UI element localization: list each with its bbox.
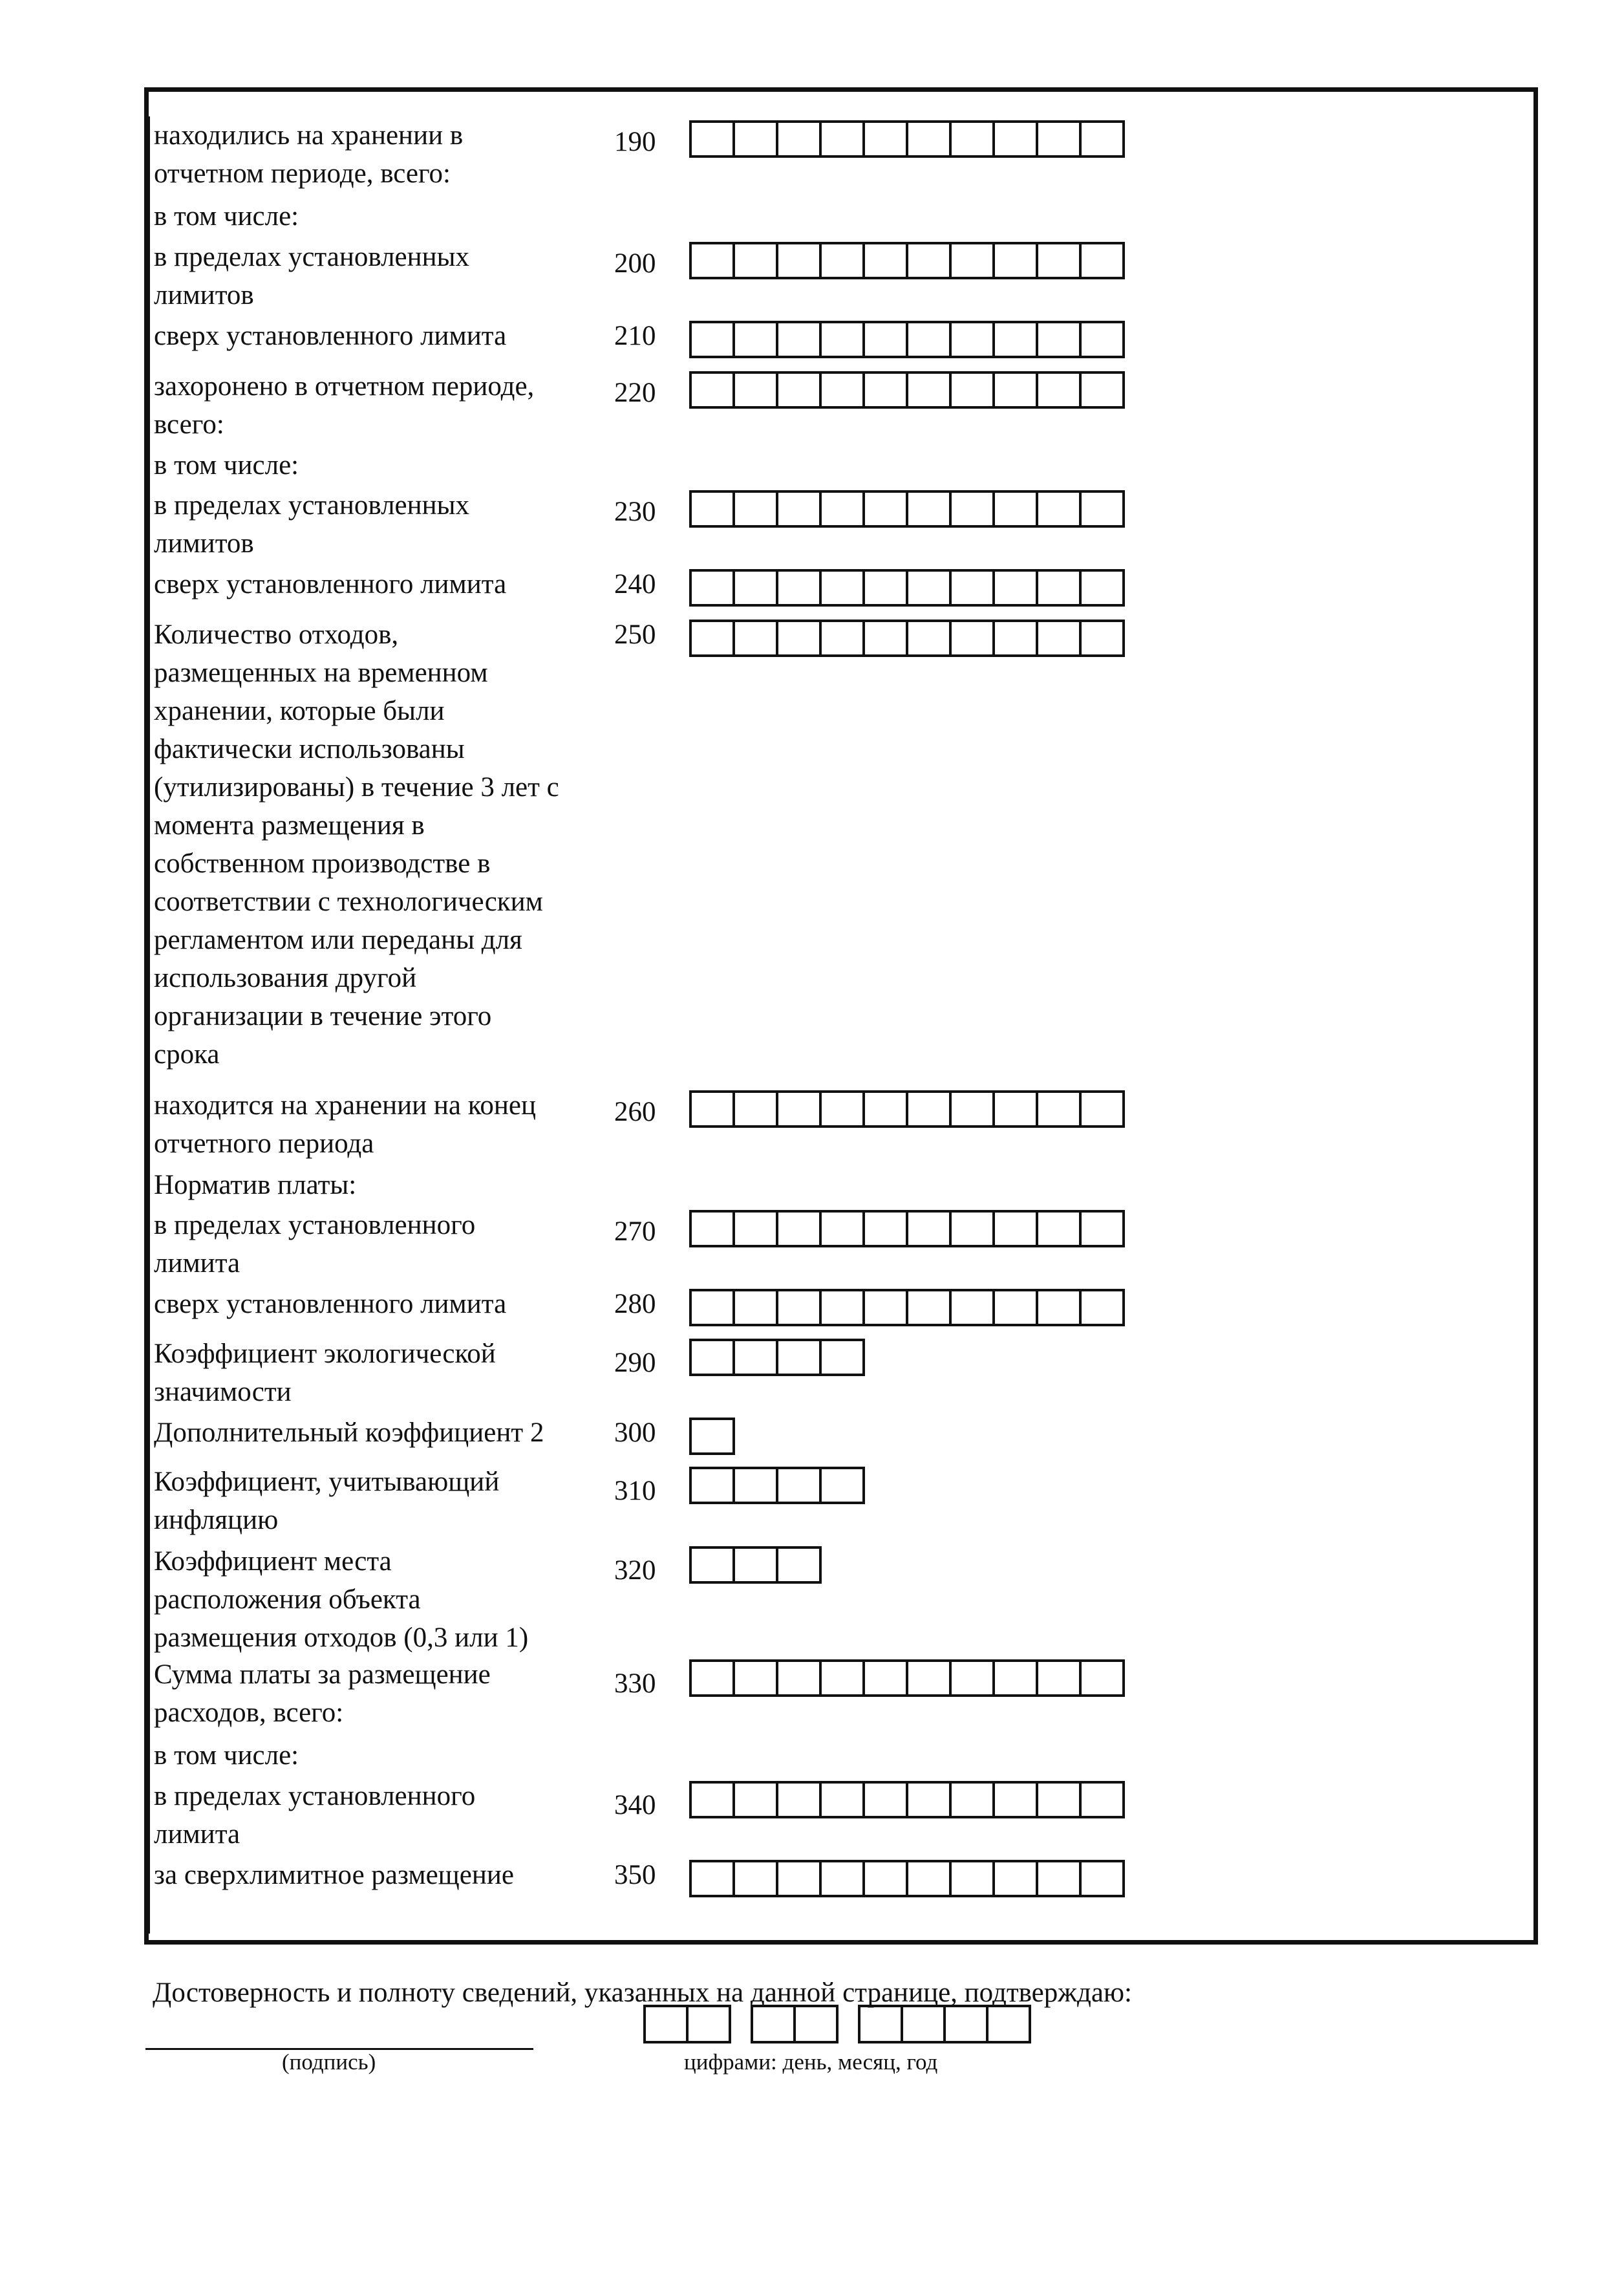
entry-cell[interactable]: [908, 1213, 952, 1245]
entry-cell[interactable]: [952, 374, 995, 406]
row-code: 260: [614, 1097, 656, 1127]
entry-cell[interactable]: [778, 1862, 822, 1895]
row-label-line: фактически использованы: [154, 734, 465, 764]
row-label-line: использования другой: [154, 963, 417, 993]
entry-cells-350[interactable]: [689, 1860, 1125, 1897]
entry-cell[interactable]: [1082, 123, 1125, 155]
entry-cell[interactable]: [735, 622, 778, 654]
entry-cell[interactable]: [692, 1213, 735, 1245]
entry-cell[interactable]: [865, 1862, 908, 1895]
row-code: 290: [614, 1348, 656, 1378]
entry-cell[interactable]: [822, 1662, 865, 1694]
entry-cell[interactable]: [778, 1662, 822, 1694]
entry-cell[interactable]: [995, 374, 1038, 406]
entry-cell[interactable]: [865, 123, 908, 155]
row-label-line: Коэффициент места: [154, 1546, 392, 1577]
entry-cell[interactable]: [995, 493, 1038, 525]
row-label-line: размещения отходов (0,3 или 1): [154, 1623, 529, 1653]
entry-cells-230[interactable]: [689, 490, 1125, 528]
entry-cell[interactable]: [1082, 1213, 1125, 1245]
entry-cell[interactable]: [692, 1291, 735, 1324]
row-code: 190: [614, 127, 656, 157]
entry-cell[interactable]: [865, 1213, 908, 1245]
entry-cell[interactable]: [908, 1862, 952, 1895]
entry-cell[interactable]: [952, 1291, 995, 1324]
entry-cell[interactable]: [1082, 374, 1125, 406]
entry-cell[interactable]: [1038, 572, 1082, 604]
entry-cell[interactable]: [995, 622, 1038, 654]
entry-cell[interactable]: [1082, 493, 1125, 525]
row-code: 210: [614, 321, 656, 351]
row-label-line: организации в течение этого: [154, 1001, 492, 1031]
row-label-line: отчетном периоде, всего:: [154, 158, 451, 189]
entry-cell[interactable]: [865, 1662, 908, 1694]
entry-cell[interactable]: [865, 323, 908, 356]
entry-cell[interactable]: [735, 1291, 778, 1324]
entry-cell[interactable]: [908, 374, 952, 406]
row-label-line: соответствии с технологическим: [154, 887, 543, 917]
entry-cells-270[interactable]: [689, 1210, 1125, 1247]
entry-cell[interactable]: [778, 572, 822, 604]
entry-cell[interactable]: [822, 622, 865, 654]
entry-cell[interactable]: [995, 1213, 1038, 1245]
entry-cell[interactable]: [692, 123, 735, 155]
row-label-line: хранении, которые были: [154, 696, 445, 726]
row-label-line: момента размещения в: [154, 810, 425, 841]
entry-cell[interactable]: [1038, 1213, 1082, 1245]
entry-cell[interactable]: [908, 1662, 952, 1694]
entry-cells-320[interactable]: [689, 1546, 822, 1584]
entry-cell[interactable]: [735, 493, 778, 525]
row-label-line: в пределах установленного: [154, 1781, 476, 1811]
date-cell[interactable]: [646, 2007, 689, 2041]
entry-cell[interactable]: [735, 1469, 778, 1502]
entry-cell[interactable]: [1038, 123, 1082, 155]
date-day-cells[interactable]: [643, 2005, 731, 2043]
row-label-line: инфляцию: [154, 1505, 279, 1535]
row-code: 200: [614, 248, 656, 279]
entry-cell[interactable]: [865, 493, 908, 525]
entry-cell[interactable]: [1038, 1093, 1082, 1125]
entry-cell[interactable]: [822, 1784, 865, 1816]
row-label-line: Количество отходов,: [154, 620, 399, 650]
entry-cell[interactable]: [952, 493, 995, 525]
entry-cell[interactable]: [952, 1662, 995, 1694]
entry-cell[interactable]: [735, 323, 778, 356]
date-year-cells[interactable]: [858, 2005, 1031, 2043]
entry-cell[interactable]: [1082, 1862, 1125, 1895]
entry-cell[interactable]: [952, 244, 995, 277]
row-label-line: в том числе:: [154, 201, 299, 232]
row-label-line: лимита: [154, 1248, 240, 1278]
entry-cell[interactable]: [692, 1784, 735, 1816]
entry-cells-290[interactable]: [689, 1339, 865, 1376]
row-code: 280: [614, 1289, 656, 1319]
entry-cell[interactable]: [778, 622, 822, 654]
date-cell[interactable]: [689, 2007, 731, 2041]
entry-cell[interactable]: [908, 1093, 952, 1125]
row-label-line: в пределах установленных: [154, 242, 470, 272]
entry-cell[interactable]: [865, 1291, 908, 1324]
entry-cell[interactable]: [778, 123, 822, 155]
entry-cell[interactable]: [995, 123, 1038, 155]
row-label-line: значимости: [154, 1377, 292, 1407]
row-label-line: лимитов: [154, 528, 254, 559]
entry-cell[interactable]: [1038, 244, 1082, 277]
entry-cell[interactable]: [1038, 622, 1082, 654]
entry-cell[interactable]: [778, 323, 822, 356]
entry-cell[interactable]: [692, 572, 735, 604]
entry-cell[interactable]: [952, 1213, 995, 1245]
entry-cell[interactable]: [822, 1213, 865, 1245]
entry-cells-220[interactable]: [689, 371, 1125, 409]
date-cell[interactable]: [796, 2007, 839, 2041]
row-label-line: размещенных на временном: [154, 658, 488, 688]
date-caption: цифрами: день, месяц, год: [684, 2049, 938, 2075]
entry-cell[interactable]: [952, 622, 995, 654]
row-label-line: собственном производстве в: [154, 848, 491, 879]
entry-cell[interactable]: [778, 1093, 822, 1125]
entry-cell[interactable]: [692, 1549, 735, 1581]
entry-cell[interactable]: [1038, 493, 1082, 525]
entry-cell[interactable]: [995, 1662, 1038, 1694]
entry-cells-190[interactable]: [689, 120, 1125, 158]
row-code: 350: [614, 1860, 656, 1890]
entry-cell[interactable]: [778, 1341, 822, 1374]
entry-cell[interactable]: [908, 244, 952, 277]
entry-cell[interactable]: [822, 1862, 865, 1895]
row-label-line: находится на хранении на конец: [154, 1090, 537, 1121]
entry-cell[interactable]: [952, 572, 995, 604]
entry-cell[interactable]: [822, 572, 865, 604]
entry-cell[interactable]: [1038, 1291, 1082, 1324]
entry-cell[interactable]: [778, 1784, 822, 1816]
row-label-line: расходов, всего:: [154, 1698, 344, 1728]
entry-cells-210[interactable]: [689, 321, 1125, 358]
entry-cell[interactable]: [908, 1784, 952, 1816]
entry-cell[interactable]: [735, 572, 778, 604]
row-label-line: Коэффициент, учитывающий: [154, 1467, 500, 1497]
row-label-line: расположения объекта: [154, 1584, 421, 1615]
entry-cell[interactable]: [1082, 323, 1125, 356]
row-label-line: отчетного периода: [154, 1128, 374, 1159]
confirmation-text: Достоверность и полноту сведений, указанных на данной странице, подтверждаю:: [153, 1978, 1132, 2008]
entry-cell[interactable]: [908, 123, 952, 155]
row-label-line: в том числе:: [154, 1740, 299, 1771]
entry-cell[interactable]: [735, 1341, 778, 1374]
entry-cell[interactable]: [995, 1862, 1038, 1895]
entry-cell[interactable]: [908, 572, 952, 604]
entry-cell[interactable]: [692, 1093, 735, 1125]
entry-cell[interactable]: [908, 1291, 952, 1324]
row-label-line: Дополнительный коэффициент 2: [154, 1418, 544, 1448]
entry-cells-200[interactable]: [689, 242, 1125, 279]
row-code: 240: [614, 569, 656, 599]
entry-cell[interactable]: [692, 1662, 735, 1694]
date-cell[interactable]: [753, 2007, 796, 2041]
entry-cell[interactable]: [995, 1291, 1038, 1324]
entry-cell[interactable]: [865, 572, 908, 604]
entry-cell[interactable]: [952, 1862, 995, 1895]
entry-cell[interactable]: [952, 323, 995, 356]
entry-cell[interactable]: [1082, 622, 1125, 654]
entry-cell[interactable]: [822, 244, 865, 277]
row-code: 230: [614, 497, 656, 527]
entry-cell[interactable]: [1038, 1784, 1082, 1816]
row-label-line: находились на хранении в: [154, 120, 464, 151]
entry-cell[interactable]: [692, 374, 735, 406]
entry-cell[interactable]: [1082, 1662, 1125, 1694]
row-label-line: в том числе:: [154, 450, 299, 480]
entry-cell[interactable]: [952, 1784, 995, 1816]
entry-cell[interactable]: [865, 374, 908, 406]
entry-cell[interactable]: [995, 572, 1038, 604]
row-code: 320: [614, 1555, 656, 1586]
entry-cell[interactable]: [1082, 1291, 1125, 1324]
entry-cell[interactable]: [822, 1093, 865, 1125]
entry-cell[interactable]: [778, 493, 822, 525]
entry-cells-340[interactable]: [689, 1781, 1125, 1818]
entry-cell[interactable]: [735, 1662, 778, 1694]
entry-cell[interactable]: [908, 493, 952, 525]
entry-cell[interactable]: [995, 1093, 1038, 1125]
row-code: 340: [614, 1790, 656, 1820]
entry-cell[interactable]: [778, 1213, 822, 1245]
row-label-line: за сверхлимитное размещение: [154, 1860, 514, 1890]
entry-cell[interactable]: [735, 374, 778, 406]
date-cell[interactable]: [903, 2007, 946, 2041]
entry-cell[interactable]: [735, 1784, 778, 1816]
entry-cell[interactable]: [778, 374, 822, 406]
row-label-line: срока: [154, 1039, 220, 1070]
entry-cell[interactable]: [692, 1469, 735, 1502]
entry-cell[interactable]: [995, 244, 1038, 277]
row-code: 270: [614, 1216, 656, 1247]
entry-cell[interactable]: [865, 622, 908, 654]
entry-cell[interactable]: [735, 244, 778, 277]
date-cell[interactable]: [860, 2007, 903, 2041]
entry-cell[interactable]: [822, 374, 865, 406]
date-cell[interactable]: [988, 2007, 1031, 2041]
entry-cell[interactable]: [1082, 1093, 1125, 1125]
entry-cell[interactable]: [995, 323, 1038, 356]
entry-cell[interactable]: [1082, 244, 1125, 277]
entry-cell[interactable]: [778, 244, 822, 277]
entry-cell[interactable]: [692, 1341, 735, 1374]
entry-cell[interactable]: [692, 1862, 735, 1895]
entry-cell[interactable]: [692, 1420, 735, 1452]
row-label-line: Норматив платы:: [154, 1170, 357, 1200]
entry-cell[interactable]: [822, 1341, 865, 1374]
row-label-line: сверх установленного лимита: [154, 321, 507, 351]
row-label-line: регламентом или переданы для: [154, 925, 522, 955]
date-month-cells[interactable]: [751, 2005, 839, 2043]
entry-cell[interactable]: [865, 1093, 908, 1125]
entry-cell[interactable]: [778, 1291, 822, 1324]
entry-cells-240[interactable]: [689, 569, 1125, 607]
entry-cell[interactable]: [908, 622, 952, 654]
form-left-rule: [148, 116, 150, 1934]
row-label-line: лимитов: [154, 280, 254, 310]
row-label-line: (утилизированы) в течение 3 лет с: [154, 772, 559, 803]
row-label-line: всего:: [154, 409, 224, 440]
entry-cell[interactable]: [822, 493, 865, 525]
date-cell[interactable]: [946, 2007, 988, 2041]
entry-cell[interactable]: [822, 323, 865, 356]
entry-cell[interactable]: [1082, 1784, 1125, 1816]
entry-cell[interactable]: [908, 323, 952, 356]
row-code: 310: [614, 1476, 656, 1506]
entry-cells-310[interactable]: [689, 1467, 865, 1504]
row-label-line: лимита: [154, 1819, 240, 1849]
entry-cell[interactable]: [1038, 1662, 1082, 1694]
entry-cell[interactable]: [822, 1291, 865, 1324]
row-code: 220: [614, 378, 656, 408]
entry-cell[interactable]: [692, 323, 735, 356]
signature-caption: (подпись): [282, 2049, 376, 2075]
entry-cell[interactable]: [952, 123, 995, 155]
row-label-line: Коэффициент экологической: [154, 1339, 496, 1369]
entry-cell[interactable]: [735, 1093, 778, 1125]
row-code: 330: [614, 1668, 656, 1699]
entry-cell[interactable]: [735, 1213, 778, 1245]
entry-cell[interactable]: [865, 1784, 908, 1816]
row-label-line: сверх установленного лимита: [154, 569, 507, 599]
entry-cell[interactable]: [735, 1862, 778, 1895]
entry-cell[interactable]: [692, 493, 735, 525]
entry-cell[interactable]: [692, 622, 735, 654]
row-code: 250: [614, 620, 656, 650]
entry-cell[interactable]: [1082, 572, 1125, 604]
entry-cells-260[interactable]: [689, 1090, 1125, 1128]
entry-cell[interactable]: [735, 1549, 778, 1581]
entry-cell[interactable]: [952, 1093, 995, 1125]
row-label-line: сверх установленного лимита: [154, 1289, 507, 1319]
entry-cells-300[interactable]: [689, 1418, 735, 1455]
entry-cell[interactable]: [1038, 323, 1082, 356]
entry-cells-330[interactable]: [689, 1659, 1125, 1697]
row-label-line: Сумма платы за размещение: [154, 1659, 491, 1690]
entry-cell[interactable]: [822, 1469, 865, 1502]
row-label-line: в пределах установленного: [154, 1210, 476, 1240]
entry-cell[interactable]: [778, 1549, 822, 1581]
row-code: 300: [614, 1418, 656, 1448]
entry-cell[interactable]: [735, 123, 778, 155]
entry-cell[interactable]: [865, 244, 908, 277]
entry-cells-280[interactable]: [689, 1289, 1125, 1326]
entry-cell[interactable]: [822, 123, 865, 155]
entry-cell[interactable]: [778, 1469, 822, 1502]
entry-cell[interactable]: [1038, 374, 1082, 406]
entry-cells-250[interactable]: [689, 620, 1125, 657]
row-label-line: захоронено в отчетном периоде,: [154, 371, 535, 402]
entry-cell[interactable]: [692, 244, 735, 277]
entry-cell[interactable]: [995, 1784, 1038, 1816]
entry-cell[interactable]: [1038, 1862, 1082, 1895]
row-label-line: в пределах установленных: [154, 490, 470, 521]
